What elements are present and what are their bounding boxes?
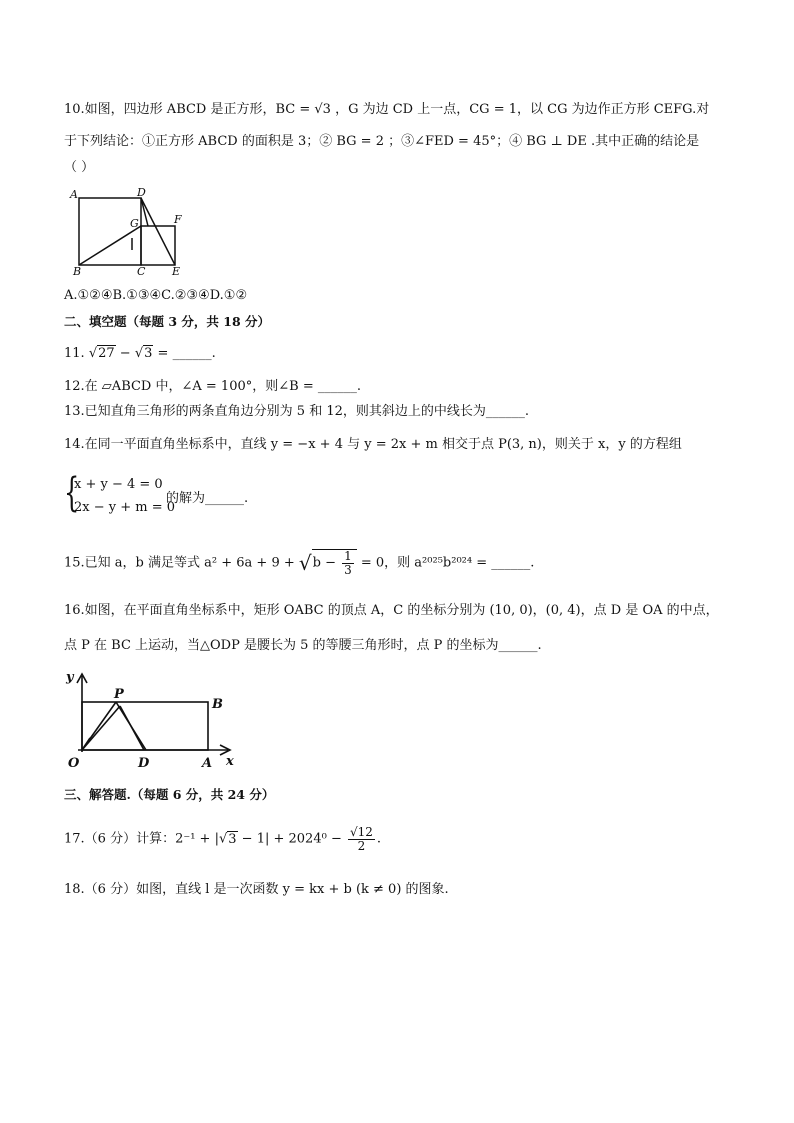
section3-heading: 三、解答题.（每题 6 分，共 24 分）: [64, 787, 275, 802]
q10-text-line2: 于下列结论：①正方形 ABCD 的面积是 3；② BG = 2 ；③∠FED = 45°；④ BG ⊥ DE .其中正确的结论是: [64, 134, 700, 149]
q13: 13.已知直角三角形的两条直角边分别为 5 和 12，则其斜边上的中线长为______.: [64, 404, 530, 419]
segment-dg-mark: [141, 198, 148, 226]
label-p: P: [114, 687, 124, 702]
q14-tail: 的解为______.: [166, 491, 249, 506]
q15: 15.已知 a，b 满足等式 a² + 6a + 9 + √b − $\frac{1}{3}$ = 0，则 a²⁰²⁵b²⁰²⁴ = ______.: [64, 549, 535, 577]
label-o: O: [68, 756, 80, 771]
q11-prefix: 11.: [64, 346, 89, 361]
label-b: B: [73, 265, 82, 277]
label-f: F: [174, 213, 182, 226]
q17-sqrt: 3: [228, 831, 237, 847]
label-y: y: [66, 670, 74, 685]
q11: 11. √27 − √3 = ______.: [64, 346, 216, 361]
segment-pd2: [120, 706, 144, 750]
q15-frac-den: 3: [344, 562, 352, 577]
rectangle-oabc: [82, 702, 208, 750]
q16-line1: 16.如图，在平面直角坐标系中，矩形 OABC 的顶点 A，C 的坐标分别为 (10, 0)，(0, 4)，点 D 是 OA 的中点，: [64, 603, 719, 618]
q10-text-line3: （ ）: [64, 160, 95, 175]
q17-abs-tail: − 1| + 2024⁰ −: [237, 831, 346, 847]
segment-op2: [82, 706, 120, 750]
label-e: E: [172, 265, 181, 277]
segment-origin-arrow: [82, 738, 90, 750]
q11-sqrt2: 3: [144, 346, 153, 361]
q14-brace: {: [64, 470, 80, 516]
q17-frac-den: 2: [357, 838, 366, 853]
q15-sqrt-b: b −: [312, 555, 341, 571]
q17: 17.（6 分）计算：2⁻¹ + |√3 − 1| + 2024⁰ − $\frac{√12}{2}$ .: [64, 825, 382, 853]
q17-prefix: 17.（6 分）计算：2⁻¹ + |: [64, 831, 219, 847]
q14-eq1: x + y − 4 = 0: [74, 477, 163, 492]
q10-text-line1: 10.如图，四边形 ABCD 是正方形，BC = √3 ，G 为边 CD 上一点，CG = 1，以 CG 为边作正方形 CEFG.对: [64, 102, 710, 117]
q11-suffix: = ______.: [153, 346, 216, 361]
q15-prefix: 15.已知 a，b 满足等式 a² + 6a + 9 +: [64, 555, 299, 571]
q17-suffix: .: [376, 831, 382, 847]
segment-de: [141, 198, 175, 265]
q11-sqrt1: 27: [98, 346, 115, 361]
label-a2: A: [202, 756, 213, 771]
q10-options: A.①②④B.①③④C.②③④D.①②: [64, 288, 248, 303]
q12: 12.在 ▱ABCD 中，∠A = 100°，则∠B = ______.: [64, 379, 361, 394]
label-b2: B: [212, 697, 223, 712]
q11-mid: −: [115, 346, 135, 361]
q16-figure: [62, 668, 242, 774]
label-c: C: [137, 265, 146, 277]
q18: 18.（6 分）如图，直线 l 是一次函数 y = kx + b (k ≠ 0) 的图象.: [64, 882, 449, 897]
label-d2: D: [138, 756, 150, 771]
q10-figure: [68, 185, 190, 277]
label-x: x: [226, 754, 234, 769]
q16-line2: 点 P 在 BC 上运动，当△ODP 是腰长为 5 的等腰三角形时，点 P 的坐标为______.: [64, 638, 542, 653]
label-d: D: [137, 186, 146, 199]
q14-eq2: 2x − y + m = 0: [74, 500, 176, 515]
label-g: G: [130, 217, 139, 230]
q14-line1: 14.在同一平面直角坐标系中，直线 y = −x + 4 与 y = 2x + m 相交于点 P(3, n)，则关于 x，y 的方程组: [64, 437, 682, 452]
q15-frac-num: 1: [344, 549, 352, 563]
q17-frac-num: √12: [349, 825, 373, 839]
label-a: A: [70, 188, 78, 201]
q15-suffix: = 0，则 a²⁰²⁵b²⁰²⁴ = ______.: [356, 555, 535, 571]
section2-heading: 二、填空题（每题 3 分，共 18 分）: [64, 314, 271, 329]
